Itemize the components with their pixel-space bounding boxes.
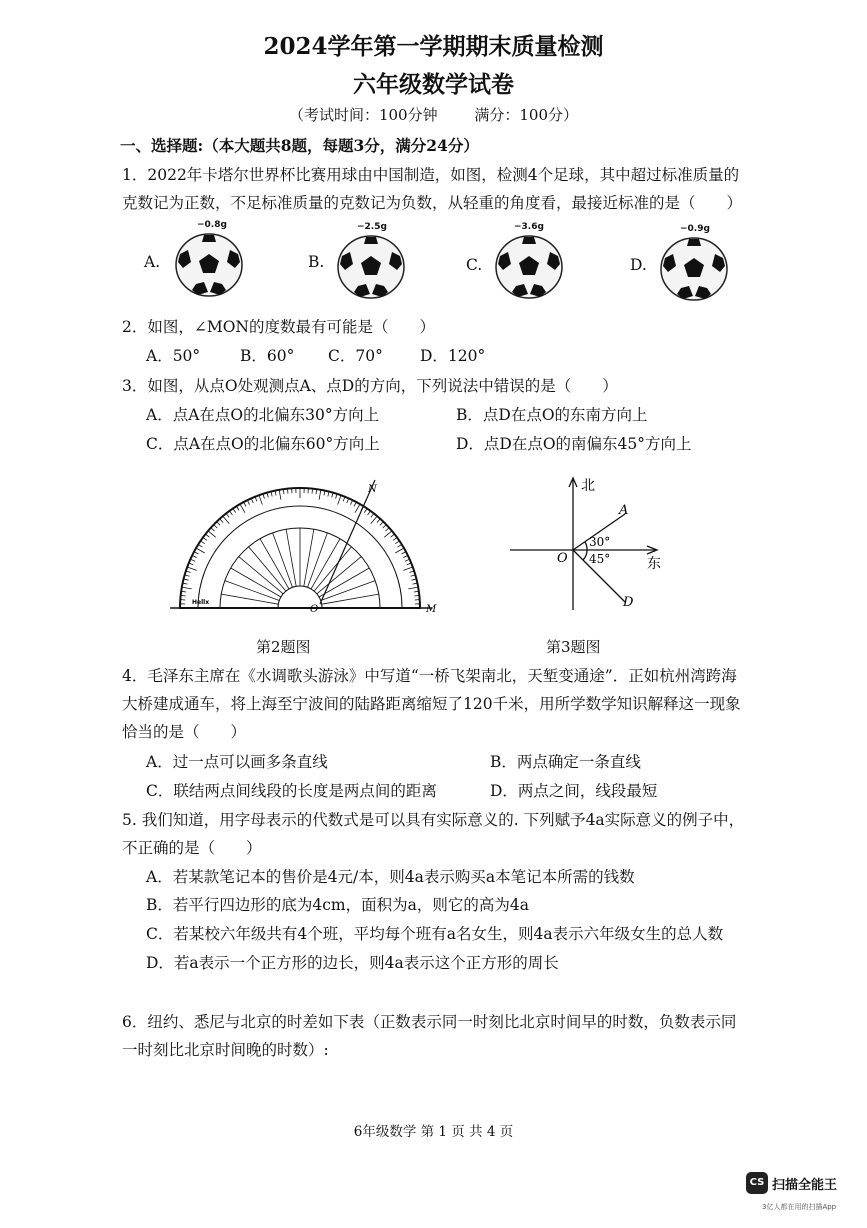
protractor-tick [371, 516, 377, 524]
q5-option-d: D．若a表示一个正方形的边长，则4a表示这个正方形的周长 [146, 954, 559, 972]
q5-option-b: B．若平行四边形的底为4cm，面积为a，则它的高为4a [146, 896, 529, 914]
protractor-tick [319, 490, 321, 500]
ball-mass-label: −0.9g [680, 224, 710, 234]
protractor-tick [190, 559, 195, 561]
protractor-tick [347, 498, 349, 503]
protractor-ray [322, 594, 379, 604]
soccer-ball-icon [494, 234, 564, 300]
protractor-tick [196, 548, 205, 553]
protractor-ray [260, 539, 289, 589]
protractor-tick [208, 531, 216, 537]
protractor-tick [391, 534, 395, 537]
protractor-tick [187, 567, 196, 570]
soccer-ball-icon [336, 234, 406, 300]
ball-mass-label: −0.8g [197, 220, 227, 230]
protractor-tick [385, 528, 389, 531]
point-o-label: O [557, 551, 568, 566]
protractor-o-label: O [310, 604, 319, 615]
protractor-tick [395, 541, 399, 544]
protractor-tick [247, 500, 249, 504]
protractor-tick [364, 509, 367, 513]
protractor-tick [393, 537, 397, 540]
ball-option-label: B. [308, 253, 325, 271]
protractor-tick [279, 490, 281, 500]
protractor-tick [198, 544, 202, 547]
protractor-tick [233, 509, 236, 513]
exam-info [0, 104, 867, 125]
protractor-tick [398, 544, 402, 547]
ball-option-label: D. [630, 256, 647, 274]
protractor-ray [311, 539, 340, 589]
scanner-watermark [746, 1172, 837, 1194]
north-label: 北 [581, 478, 595, 494]
protractor-figure [170, 478, 450, 618]
exam-time: （考试时间：100分钟 [288, 106, 438, 124]
protractor-tick [229, 511, 232, 515]
ball-option-label: A. [144, 253, 161, 271]
q5-line1: 5. 我们知道，用字母表示的代数式是可以具有实际意义的. 下列赋予4a实际意义的例子中， [122, 811, 745, 829]
protractor-tick [192, 555, 196, 557]
compass-figure [505, 470, 670, 615]
protractor-tick [355, 504, 360, 513]
protractor-tick [205, 534, 209, 537]
protractor-tick [403, 555, 407, 557]
protractor-tick [201, 541, 205, 544]
protractor-tick [244, 502, 246, 506]
q4-option-a: A．过一点可以画多条直线 [146, 753, 328, 771]
q4-option-c: C．联结两点间线段的长度是两点间的距离 [146, 782, 437, 800]
q5-line2: 不正确的是（ ） [122, 839, 262, 857]
protractor-tick [383, 525, 387, 528]
q5-option-c: C．若某校六年级共有4个班，平均每个班有a名女生，则4a表示六年级女生的总人数 [146, 925, 724, 943]
protractor-ray [231, 568, 281, 597]
scanner-tagline: 3亿人都在用的扫描App [762, 1203, 837, 1211]
exam-subtitle: 六年级数学试卷 [353, 71, 514, 98]
protractor-tick [371, 513, 374, 517]
q2-option-d: D．120° [420, 347, 486, 365]
protractor-ray [286, 529, 296, 586]
figure3-caption: 第3题图 [546, 638, 601, 656]
q4-line1: 4．毛泽东主席在《水调歌头游泳》中写道“一桥飞架南北，天堑变通途”．正如杭州湾跨海 [122, 667, 737, 685]
ball-mass-label: −2.5g [357, 222, 387, 232]
point-a-label: A [619, 503, 629, 518]
protractor-tick [414, 595, 419, 596]
protractor-tick [182, 587, 192, 589]
protractor-tick [368, 511, 371, 515]
protractor-ray [319, 568, 369, 597]
protractor-tick [354, 502, 356, 506]
protractor-tick [380, 522, 383, 526]
protractor-n-label: N [368, 484, 377, 495]
protractor-tick [350, 500, 352, 504]
q4-line2: 大桥建成通车，将上海至宁波间的陆路距离缩短了120千米，用所学数学知识解释这一现象 [122, 695, 741, 713]
protractor-tick [377, 519, 380, 523]
angle-45-label: 45° [589, 552, 611, 566]
q1-line2: 克数记为正数，不足标准质量的克数记为负数，从轻重的角度看，最接近标准的是（ ） [122, 194, 743, 212]
protractor-tick [402, 552, 406, 554]
east-label: 东 [647, 556, 661, 572]
ball-option-label: C. [466, 256, 483, 274]
protractor-tick [223, 516, 229, 524]
q6-line2: 一时刻比北京时间晚的时数）: [122, 1041, 329, 1059]
protractor-tick [338, 495, 341, 504]
q4-option-d: D．两点之间，线段最短 [490, 782, 658, 800]
q3-option-c: C．点A在点O的北偏东60°方向上 [146, 435, 380, 453]
scanner-logo-icon: CS [746, 1172, 768, 1194]
protractor-tick [211, 528, 215, 531]
q3-option-d: D．点D在点O的南偏东45°方向上 [456, 435, 692, 453]
full-score: 满分：100分） [474, 106, 579, 124]
exam-title: 2024学年第一学期期末质量检测 [263, 33, 604, 60]
protractor-ray [221, 594, 278, 604]
ball-mass-label: −3.6g [514, 222, 544, 232]
q1-line1: 1．2022年卡塔尔世界杯比赛用球由中国制造，如图，检测4个足球，其中超过标准质量的 [122, 166, 740, 184]
section-heading: 一、选择题:（本大题共8题，每题3分，满分24分） [120, 136, 479, 155]
q4-option-b: B．两点确定一条直线 [490, 753, 641, 771]
protractor-tick [312, 489, 313, 494]
q3-stem: 3．如图，从点O处观测点A、点D的方向，下列说法中错误的是（ ） [122, 377, 618, 395]
protractor-tick [395, 548, 404, 553]
angle-30-label: 30° [589, 535, 611, 549]
q2-option-b: B．60° [240, 347, 295, 365]
protractor-tick [236, 506, 239, 510]
protractor-tick [251, 498, 253, 503]
protractor-tick [217, 522, 220, 526]
protractor-tick [408, 587, 418, 589]
protractor-tick [259, 495, 262, 504]
protractor-tick [384, 531, 392, 537]
protractor-ray [304, 529, 314, 586]
point-d-label: D [623, 595, 634, 610]
protractor-tick [287, 489, 288, 494]
q2-option-c: C．70° [328, 347, 383, 365]
protractor-tick [181, 595, 186, 596]
protractor-tick [226, 513, 229, 517]
q3-option-b: B．点D在点O的东南方向上 [456, 406, 648, 424]
protractor-tick [240, 504, 245, 513]
q2-stem: 2．如图，∠MON的度数最有可能是（ ） [122, 318, 435, 336]
q2-option-a: A．50° [146, 347, 201, 365]
q3-option-a: A．点A在点O的北偏东30°方向上 [146, 406, 380, 424]
q4-line3: 恰当的是（ ） [122, 723, 247, 741]
protractor-tick [403, 567, 412, 570]
soccer-ball-icon [659, 236, 729, 302]
protractor-tick [194, 552, 198, 554]
protractor-tick [220, 519, 223, 523]
protractor-tick [203, 537, 207, 540]
page-footer: 6年级数学 第 1 页 共 4 页 [353, 1124, 514, 1140]
q5-option-a: A．若某款笔记本的售价是4元/本，则4a表示购买a本笔记本所需的钱数 [146, 868, 635, 886]
protractor-m-label: M [426, 604, 437, 615]
figure2-caption: 第2题图 [256, 638, 311, 656]
soccer-ball-icon [174, 232, 244, 298]
protractor-brand-label: Hellx [192, 599, 210, 606]
q6-line1: 6．纽约、悉尼与北京的时差如下表（正数表示同一时刻比北京时间早的时数，负数表示同 [122, 1013, 737, 1031]
protractor-tick [214, 525, 218, 528]
scanner-brand-name: 扫描全能王 [772, 1177, 838, 1193]
protractor-tick [405, 559, 410, 561]
